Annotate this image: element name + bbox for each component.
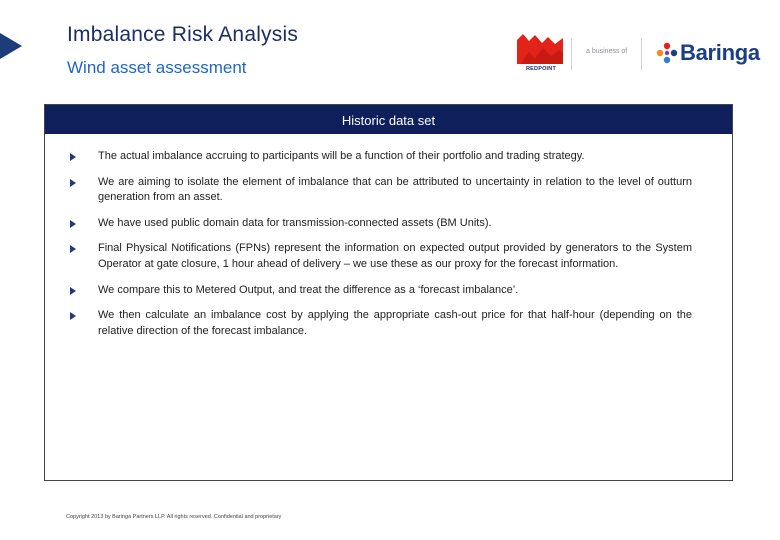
bullet-text: Final Physical Notifications (FPNs) represent the information on expected output provided by generators to the System Operator at gate closure, 1 hour ahead of delivery – we use these as our proxy for the forecast information. — [98, 242, 692, 270]
bullet-text: The actual imbalance accruing to participants will be a function of their portfolio and trading strategy. — [98, 150, 585, 162]
baringa-logo-text: Baringa — [680, 40, 760, 65]
bullet-item — [69, 175, 692, 206]
bullet-item — [69, 241, 692, 272]
logo-divider — [641, 38, 642, 70]
triangle-bullet-icon — [70, 220, 76, 228]
bullet-text: We then calculate an imbalance cost by applying the appropriate cash-out price for that half-hour (depending on the relative direction of the forecast imbalance. — [98, 309, 692, 337]
redpoint-logo-text: REDPOINT — [525, 66, 557, 72]
bullet-list — [45, 134, 732, 339]
bullet-item — [69, 216, 692, 232]
triangle-bullet-icon — [70, 179, 76, 187]
logo-divider — [571, 38, 572, 70]
panel-title: Historic data set — [45, 105, 732, 134]
triangle-bullet-icon — [70, 287, 76, 295]
baringa-mark-icon — [655, 41, 679, 65]
copyright-footer: Copyright 2013 by Baringa Partners LLP. All rights reserved. Confidential and proprietary — [66, 514, 282, 520]
play-arrow-icon — [0, 33, 22, 59]
bullet-text: We have used public domain data for transmission-connected assets (BM Units). — [98, 216, 492, 229]
page-title: Imbalance Risk Analysis — [67, 23, 299, 46]
bullet-item — [69, 308, 692, 339]
triangle-bullet-icon — [70, 312, 76, 320]
bullet-item — [69, 149, 692, 165]
bullet-item — [69, 283, 692, 299]
bullet-text: We compare this to Metered Output, and treat the difference as a ‘forecast imbalance’. — [98, 283, 519, 296]
triangle-bullet-icon — [70, 245, 76, 253]
content-panel — [44, 104, 733, 481]
page-subtitle: Wind asset assessment — [67, 58, 247, 77]
bullet-text: We are aiming to isolate the element of imbalance that can be attributed to uncertainty in relation to the level of outturn generation from an asset. — [98, 175, 692, 204]
business-of-label: a business of — [586, 48, 628, 55]
triangle-bullet-icon — [70, 153, 76, 161]
